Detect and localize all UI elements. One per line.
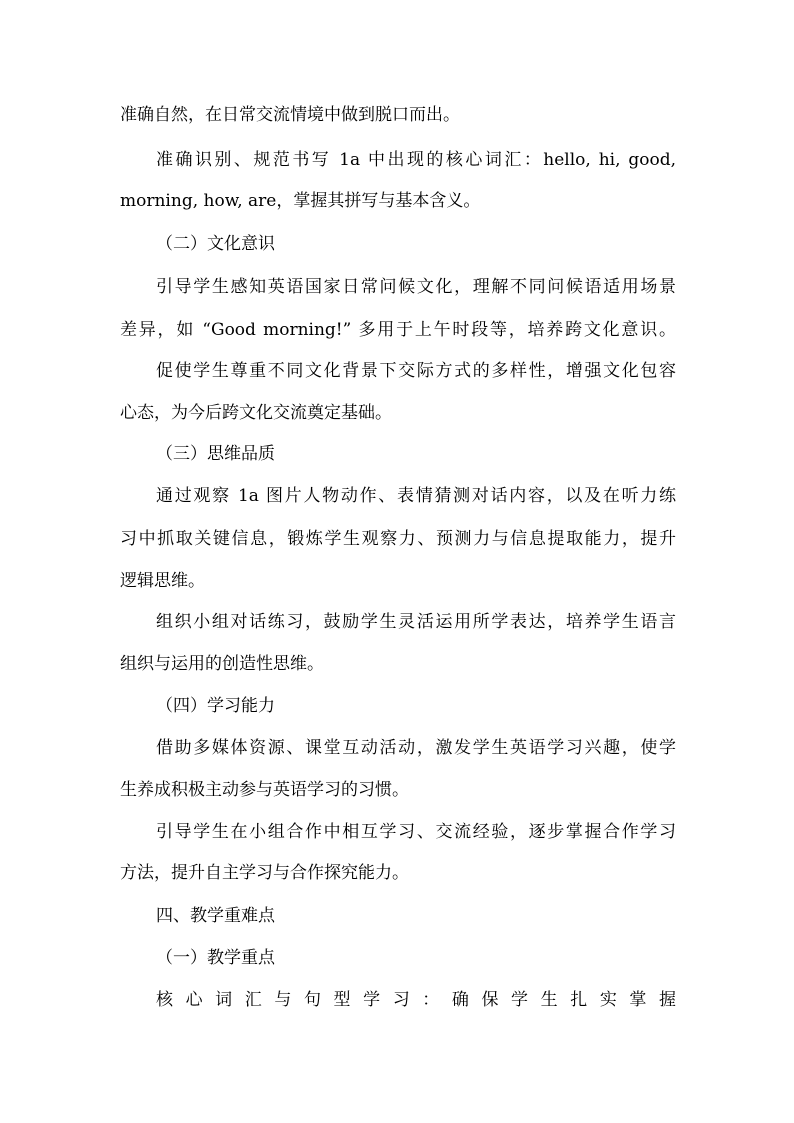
subsection-heading: （一）教学重点: [156, 948, 275, 968]
paragraph-line: 准确自然，在日常交流情境中做到脱口而出。: [120, 105, 460, 125]
paragraph-line: 方法，提升自主学习与合作探究能力。: [120, 863, 409, 883]
paragraph-line: 习中抓取关键信息，锻炼学生观察力、预测力与信息提取能力，提升: [120, 529, 676, 549]
paragraph-line: 核心词汇与句型学习：确保学生扎实掌握: [156, 990, 676, 1010]
section-heading: （四）学习能力: [156, 696, 275, 716]
section-heading: （二）文化意识: [156, 234, 275, 254]
paragraph-line: 借助多媒体资源、课堂互动活动，激发学生英语学习兴趣，使学: [156, 738, 676, 758]
paragraph-line: 准确识别、规范书写 1a 中出现的核心词汇：hello, hi, good,: [156, 150, 676, 170]
paragraph-line: 心态，为今后跨文化交流奠定基础。: [120, 403, 392, 423]
paragraph-line: 组织小组对话练习，鼓励学生灵活运用所学表达，培养学生语言: [156, 612, 676, 632]
paragraph-line: morning, how, are，掌握其拼写与基本含义。: [120, 191, 481, 211]
paragraph-line: 组织与运用的创造性思维。: [120, 654, 324, 674]
section-heading: （三）思维品质: [156, 444, 275, 464]
paragraph-line: 促使学生尊重不同文化背景下交际方式的多样性，增强文化包容: [156, 361, 676, 381]
paragraph-line: 通过观察 1a 图片人物动作、表情猜测对话内容，以及在听力练: [156, 486, 676, 506]
paragraph-line: 差异，如 “Good morning!” 多用于上午时段等，培养跨文化意识。: [120, 320, 676, 340]
section-heading: 四、教学重难点: [156, 906, 275, 926]
paragraph-line: 引导学生感知英语国家日常问候文化，理解不同问候语适用场景: [156, 277, 676, 297]
paragraph-line: 引导学生在小组合作中相互学习、交流经验，逐步掌握合作学习: [156, 822, 676, 842]
paragraph-line: 逻辑思维。: [120, 571, 205, 591]
paragraph-line: 生养成积极主动参与英语学习的习惯。: [120, 780, 409, 800]
